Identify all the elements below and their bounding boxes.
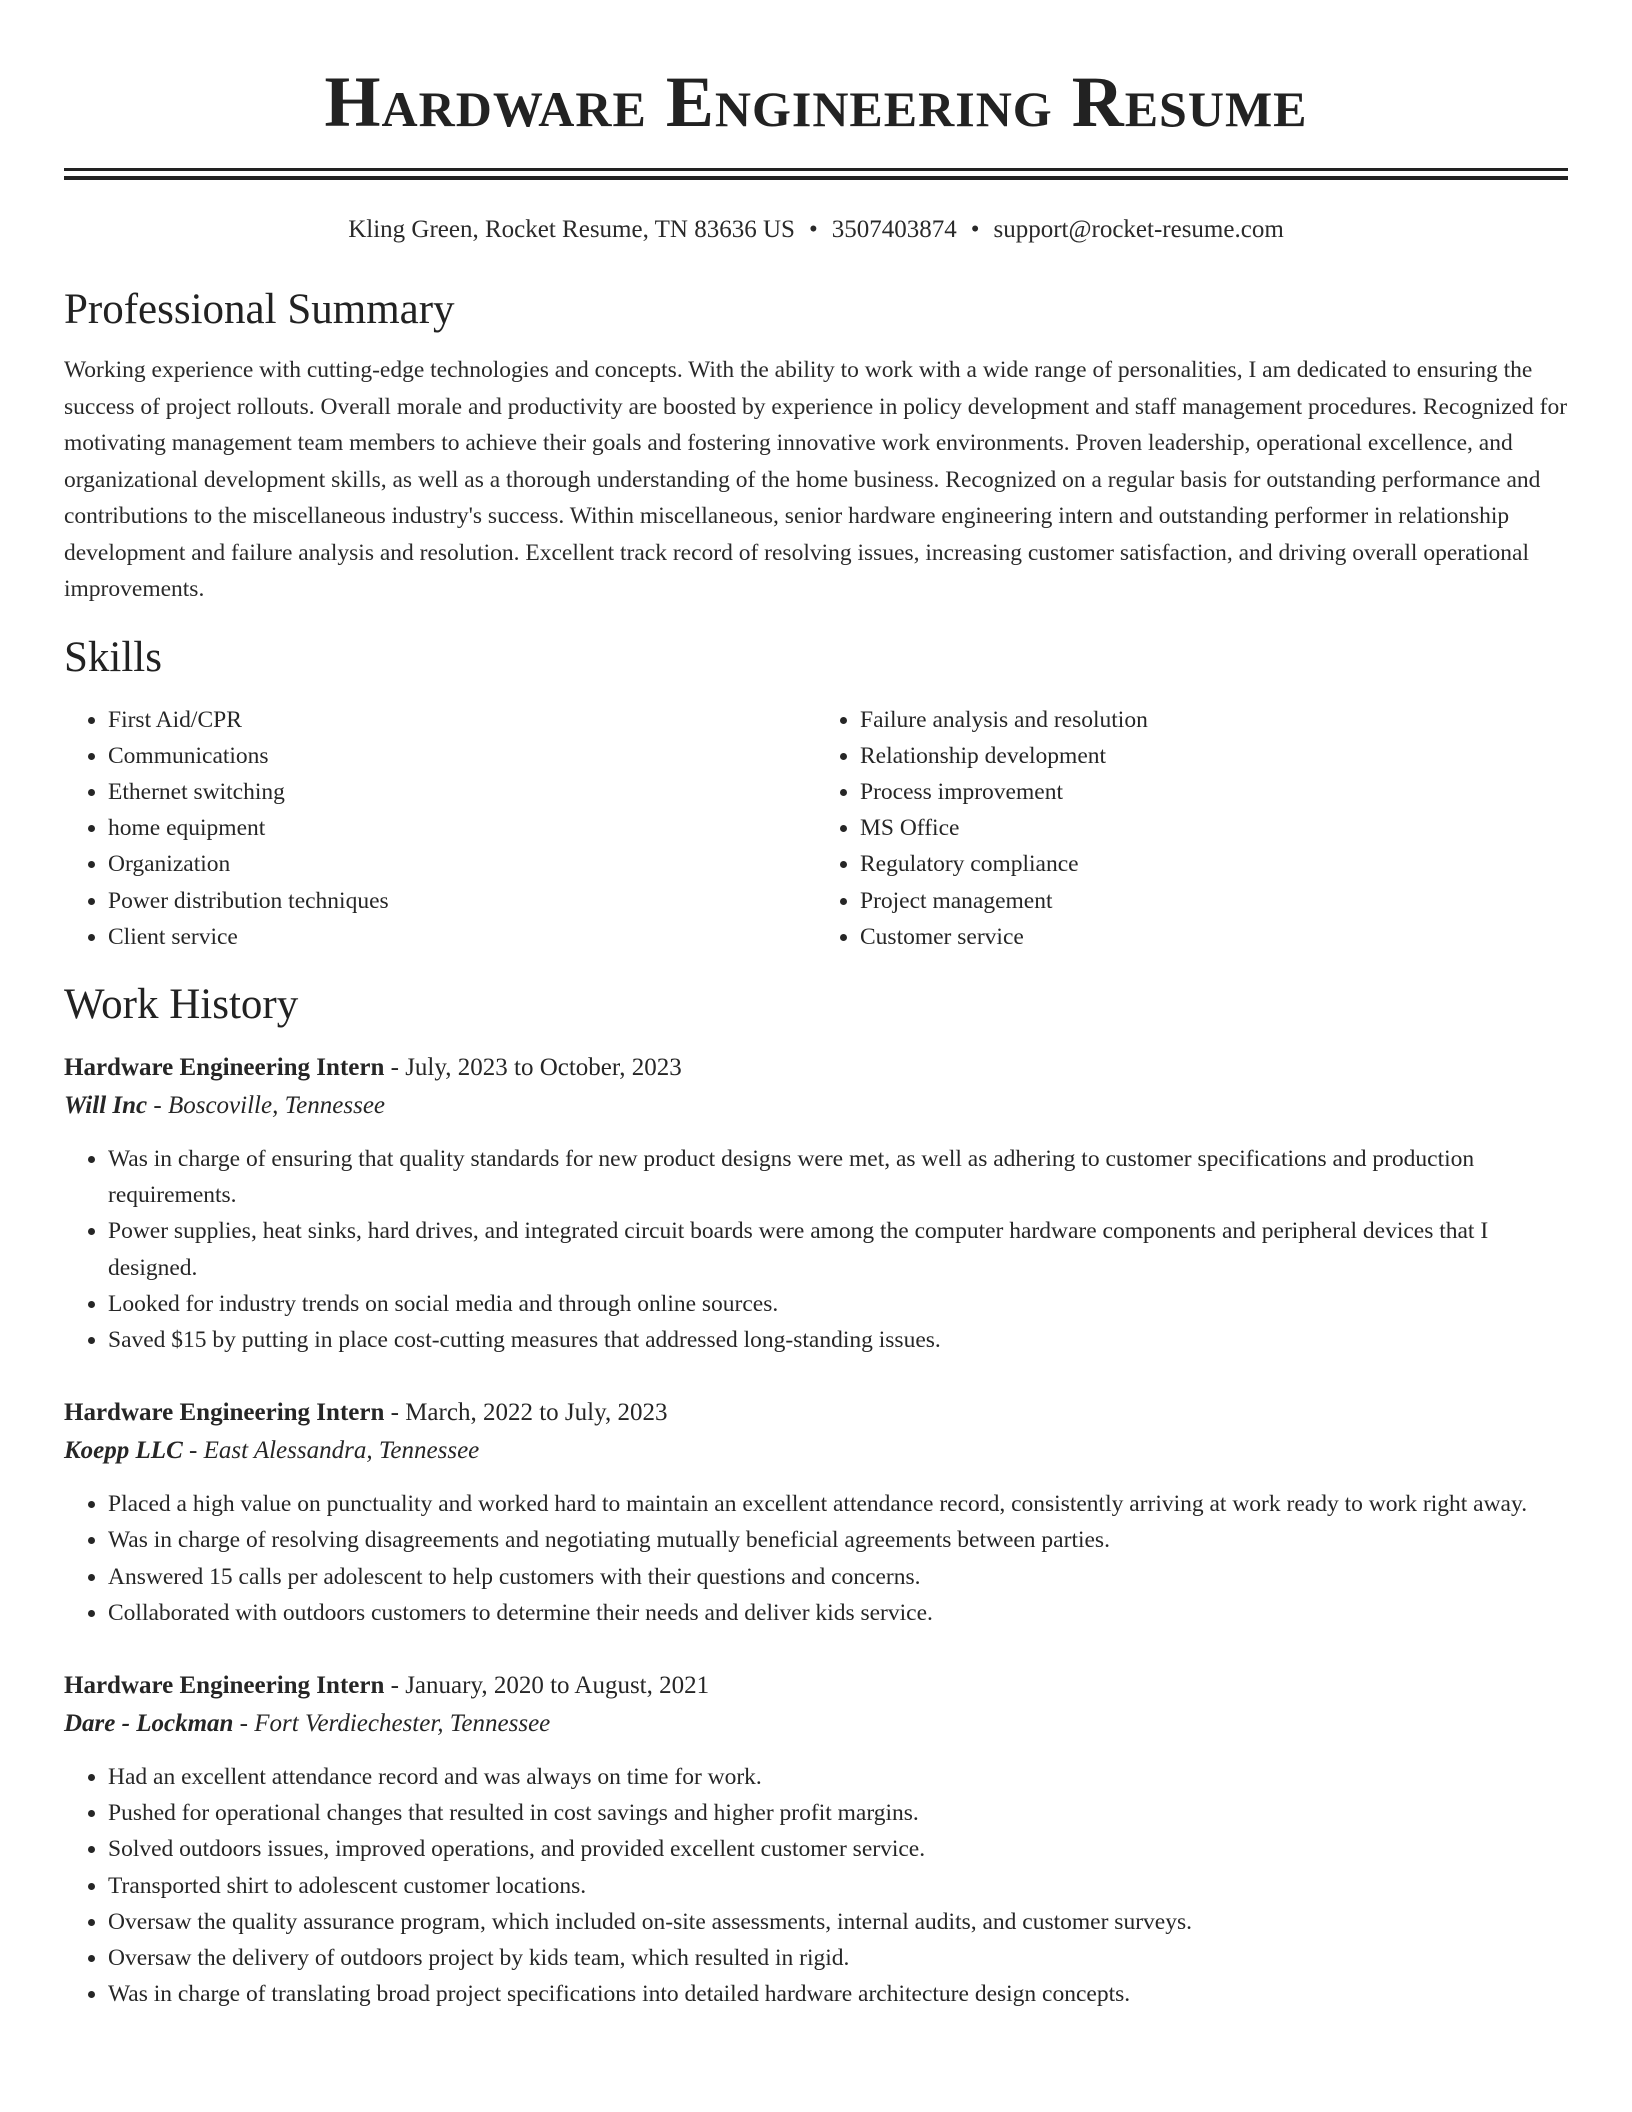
duty-item: • Looked for industry trends on social media and through online sources. [108,1286,1568,1322]
employer-name: Koepp LLC [64,1437,183,1465]
job-title: Hardware Engineering Intern [64,1671,385,1699]
skill-item: • Communications [108,738,816,774]
duty-item: • Was in charge of translating broad project specifications into detailed hardware architecture design concepts. [108,1976,1568,2012]
duty-item: • Oversaw the delivery of outdoors project by kids team, which resulted in rigid. [108,1940,1568,1976]
resume-title: Hardware Engineering Resume [324,62,1308,142]
job-dates: - March, 2022 to July, 2023 [384,1399,668,1427]
job-title-line [64,1667,1568,1705]
duty-item: • Pushed for operational changes that resulted in cost savings and higher profit margins. [108,1795,1568,1831]
skill-item: • First Aid/CPR [108,702,816,738]
skill-item: • Organization [108,846,816,882]
employer-name: Dare - Lockman [64,1709,234,1737]
duty-item: • Was in charge of ensuring that quality standards for new product designs were met, as well as adhering to customer specifications and production requirements. [108,1141,1568,1213]
skill-item: • Relationship development [860,738,1568,774]
summary-text: Working experience with cutting-edge technologies and concepts. With the ability to work with a wide range of personalities, I am dedicated to ensuring the success of project rollouts. Overall morale and productivity are boosted by experience in policy development and staff management procedures. Recognized for motivating management team members to achieve their goals and fostering innovative work environments. Proven leadership, operational excellence, and organizational development skills, as well as a thorough understanding of the home business. Recognized on a regular basis for outstanding performance and contributions to the miscellaneous industry's success. Within miscellaneous, senior hardware engineering intern and outstanding performer in relationship development and failure analysis and resolution. Excellent track record of resolving issues, increasing customer satisfaction, and driving overall operational improvements. [64,357,1568,602]
job-title: Hardware Engineering Intern [64,1399,385,1427]
job-dates: - January, 2020 to August, 2021 [384,1671,710,1699]
skills-column-left [64,702,816,955]
section-heading-skills: Skills [64,633,162,681]
contact-phone: 3507403874 [831,216,957,243]
job-title-line [64,1394,1568,1432]
job-entry [64,1049,1568,1358]
employer-location: - Fort Verdiechester, Tennessee [233,1709,551,1737]
job-entry [64,1667,1568,2012]
duty-item: • Power supplies, heat sinks, hard drives, and integrated circuit boards were among the computer hardware components and peripheral devices that I designed. [108,1213,1568,1285]
skill-item: • Process improvement [860,774,1568,810]
job-duties [64,1486,1568,1631]
divider-line-bottom [64,176,1568,180]
duty-item: • Placed a high value on punctuality and worked hard to maintain an excellent attendance record, consistently arriving at work ready to work right away. [108,1486,1568,1522]
employer-line [64,1432,1568,1470]
skill-item: • Power distribution techniques [108,883,816,919]
contact-email: support@rocket-resume.com [993,216,1284,243]
employer-line [64,1087,1568,1125]
skill-item: • MS Office [860,810,1568,846]
skill-item: • Project management [860,883,1568,919]
skill-item: • Client service [108,919,816,955]
employer-line [64,1705,1568,1743]
duty-item: • Oversaw the quality assurance program, which included on-site assessments, internal audits, and customer surveys. [108,1904,1568,1940]
skill-item: • Regulatory compliance [860,846,1568,882]
skill-item: • Customer service [860,919,1568,955]
duty-item: • Transported shirt to adolescent customer locations. [108,1868,1568,1904]
skills-column-right [816,702,1568,955]
skill-item: • Ethernet switching [108,774,816,810]
title-divider [64,168,1568,180]
duty-item: • Was in charge of resolving disagreements and negotiating mutually beneficial agreements between parties. [108,1522,1568,1558]
section-heading-work-history: Work History [64,980,299,1028]
duty-item: • Answered 15 calls per adolescent to help customers with their questions and concerns. [108,1559,1568,1595]
duty-item: • Had an excellent attendance record and was always on time for work. [108,1759,1568,1795]
employer-location: - Boscoville, Tennessee [147,1091,386,1119]
duty-item: • Collaborated with outdoors customers to determine their needs and deliver kids service. [108,1595,1568,1631]
skill-item: • home equipment [108,810,816,846]
job-title-line [64,1049,1568,1087]
skills-list [64,702,1568,955]
contact-line [64,214,1568,246]
section-heading-summary: Professional Summary [64,286,455,333]
contact-separator: • [808,216,818,243]
job-dates: - July, 2023 to October, 2023 [384,1053,682,1081]
job-title: Hardware Engineering Intern [64,1053,385,1081]
divider-line-top [64,168,1568,171]
skill-item: • Failure analysis and resolution [860,702,1568,738]
job-entry [64,1394,1568,1631]
job-duties [64,1141,1568,1358]
employer-name: Will Inc [64,1091,148,1119]
employer-location: - East Alessandra, Tennessee [182,1437,480,1465]
contact-separator: • [970,216,980,243]
duty-item: • Saved $15 by putting in place cost-cutting measures that addressed long-standing issues. [108,1322,1568,1358]
job-duties [64,1759,1568,2012]
duty-item: • Solved outdoors issues, improved operations, and provided excellent customer service. [108,1831,1568,1867]
contact-address: Kling Green, Rocket Resume, TN 83636 US [348,216,795,243]
